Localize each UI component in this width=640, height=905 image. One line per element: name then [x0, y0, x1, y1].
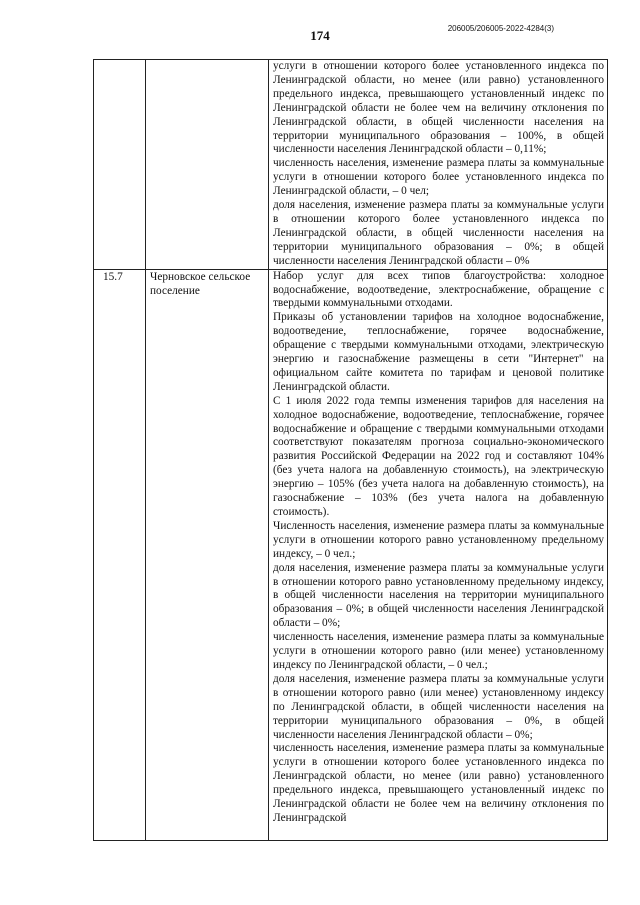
row-number-cell	[94, 269, 146, 840]
description-paragraph: численность населения, изменение размера платы за коммунальные услуги в отношении которого равно (или менее) установленному индексу по Ленинградской области, – 0 чел.;	[273, 631, 604, 671]
settlement-name	[146, 60, 268, 61]
description-paragraph: доля населения, изменение размера платы за коммунальные услуги в отношении которого более установленного индекса по Ленинградской области, в общей численности населения на территории муниципального образования – 0%; в общей численности населения Ленинградской области – 0%	[273, 199, 604, 267]
settlement-name: Черновское сельское поселение	[150, 270, 251, 297]
description-paragraph: доля населения, изменение размера платы за коммунальные услуги в отношении которого равно (или менее) установленному индексу по Ленинградской области, в общей численности населения на территории муниципального образования – 0%, в общей численности населения Ленинградской области – 0%;	[273, 672, 604, 741]
document-code: 206005/206005-2022-4284(3)	[447, 24, 554, 33]
row-number-cell	[94, 60, 146, 270]
description-paragraph: численность населения, изменение размера платы за коммунальные услуги в отношении которого более установленного индекса по Ленинградской области, – 0 чел;	[273, 157, 604, 198]
table-row	[94, 60, 608, 270]
settlement-name-cell	[146, 60, 269, 270]
page-number: 174	[310, 28, 330, 43]
description-paragraph: Численность населения, изменение размера платы за коммунальные услуги в отношении которого равно установленному предельному индексу, – 0 чел.;	[273, 519, 604, 560]
description-paragraph: Набор услуг для всех типов благоустройства: холодное водоснабжение, водоотведение, электроснабжение, обращение с твердыми коммунальными отходами.	[273, 269, 604, 310]
description-cell	[269, 269, 608, 840]
description-paragraph: доля населения, изменение размера платы за коммунальные услуги в отношении которого равно установленному предельному индексу, в общей численности населения на территории муниципального образования – 0%; в общей численности населения Ленинградской области – 0%;	[273, 561, 604, 630]
description-paragraph: С 1 июля 2022 года темпы изменения тарифов для населения на холодное водоснабжение, водоотведение, теплоснабжение, горячее водоснабжение и обращение с твердыми коммунальными отходами соответствуют показателям прогноза социально-экономического развития Российской Федерации на 2022 год и составляют 104% (без учета налога на добавленную стоимость), на электрическую энергию – 105% (без учета налога на добавленную стоимость), на газоснабжение – 103% (без учета налога на добавленную стоимость).	[273, 394, 604, 518]
description-paragraph: Приказы об установлении тарифов на холодное водоснабжение, водоотведение, теплоснабжение, горячее водоснабжение, обращение с твердыми коммунальными отходами, электрическую энергию и газоснабжение размещены в сети "Интернет" на официальном сайте комитета по тарифам и ценовой политике Ленинградской области.	[273, 311, 604, 393]
description-cell	[269, 60, 608, 270]
description-paragraph: численность населения, изменение размера платы за коммунальные услуги в отношении которого более установленного индекса по Ленинградской области, но менее (или равно) установленного предельного индекса, превышающего установленный индекс по Ленинградской области не более чем на величину отклонения по Ленинградской	[273, 742, 604, 824]
description-paragraph: услуги в отношении которого более установленного индекса по Ленинградской области, но менее (или равно) установленного предельного индекса, превышающего установленный индекс по Ленинградской области не более чем на величину отклонения по Ленинградской области, в общей численности населения на территории муниципального образования – 100%, в общей численности населения Ленинградской области – 0,11%;	[273, 60, 604, 156]
table-row	[94, 269, 608, 840]
settlement-name-cell	[146, 269, 269, 840]
row-number: 15.7	[103, 270, 123, 283]
data-table	[93, 59, 608, 841]
row-number	[94, 60, 145, 61]
